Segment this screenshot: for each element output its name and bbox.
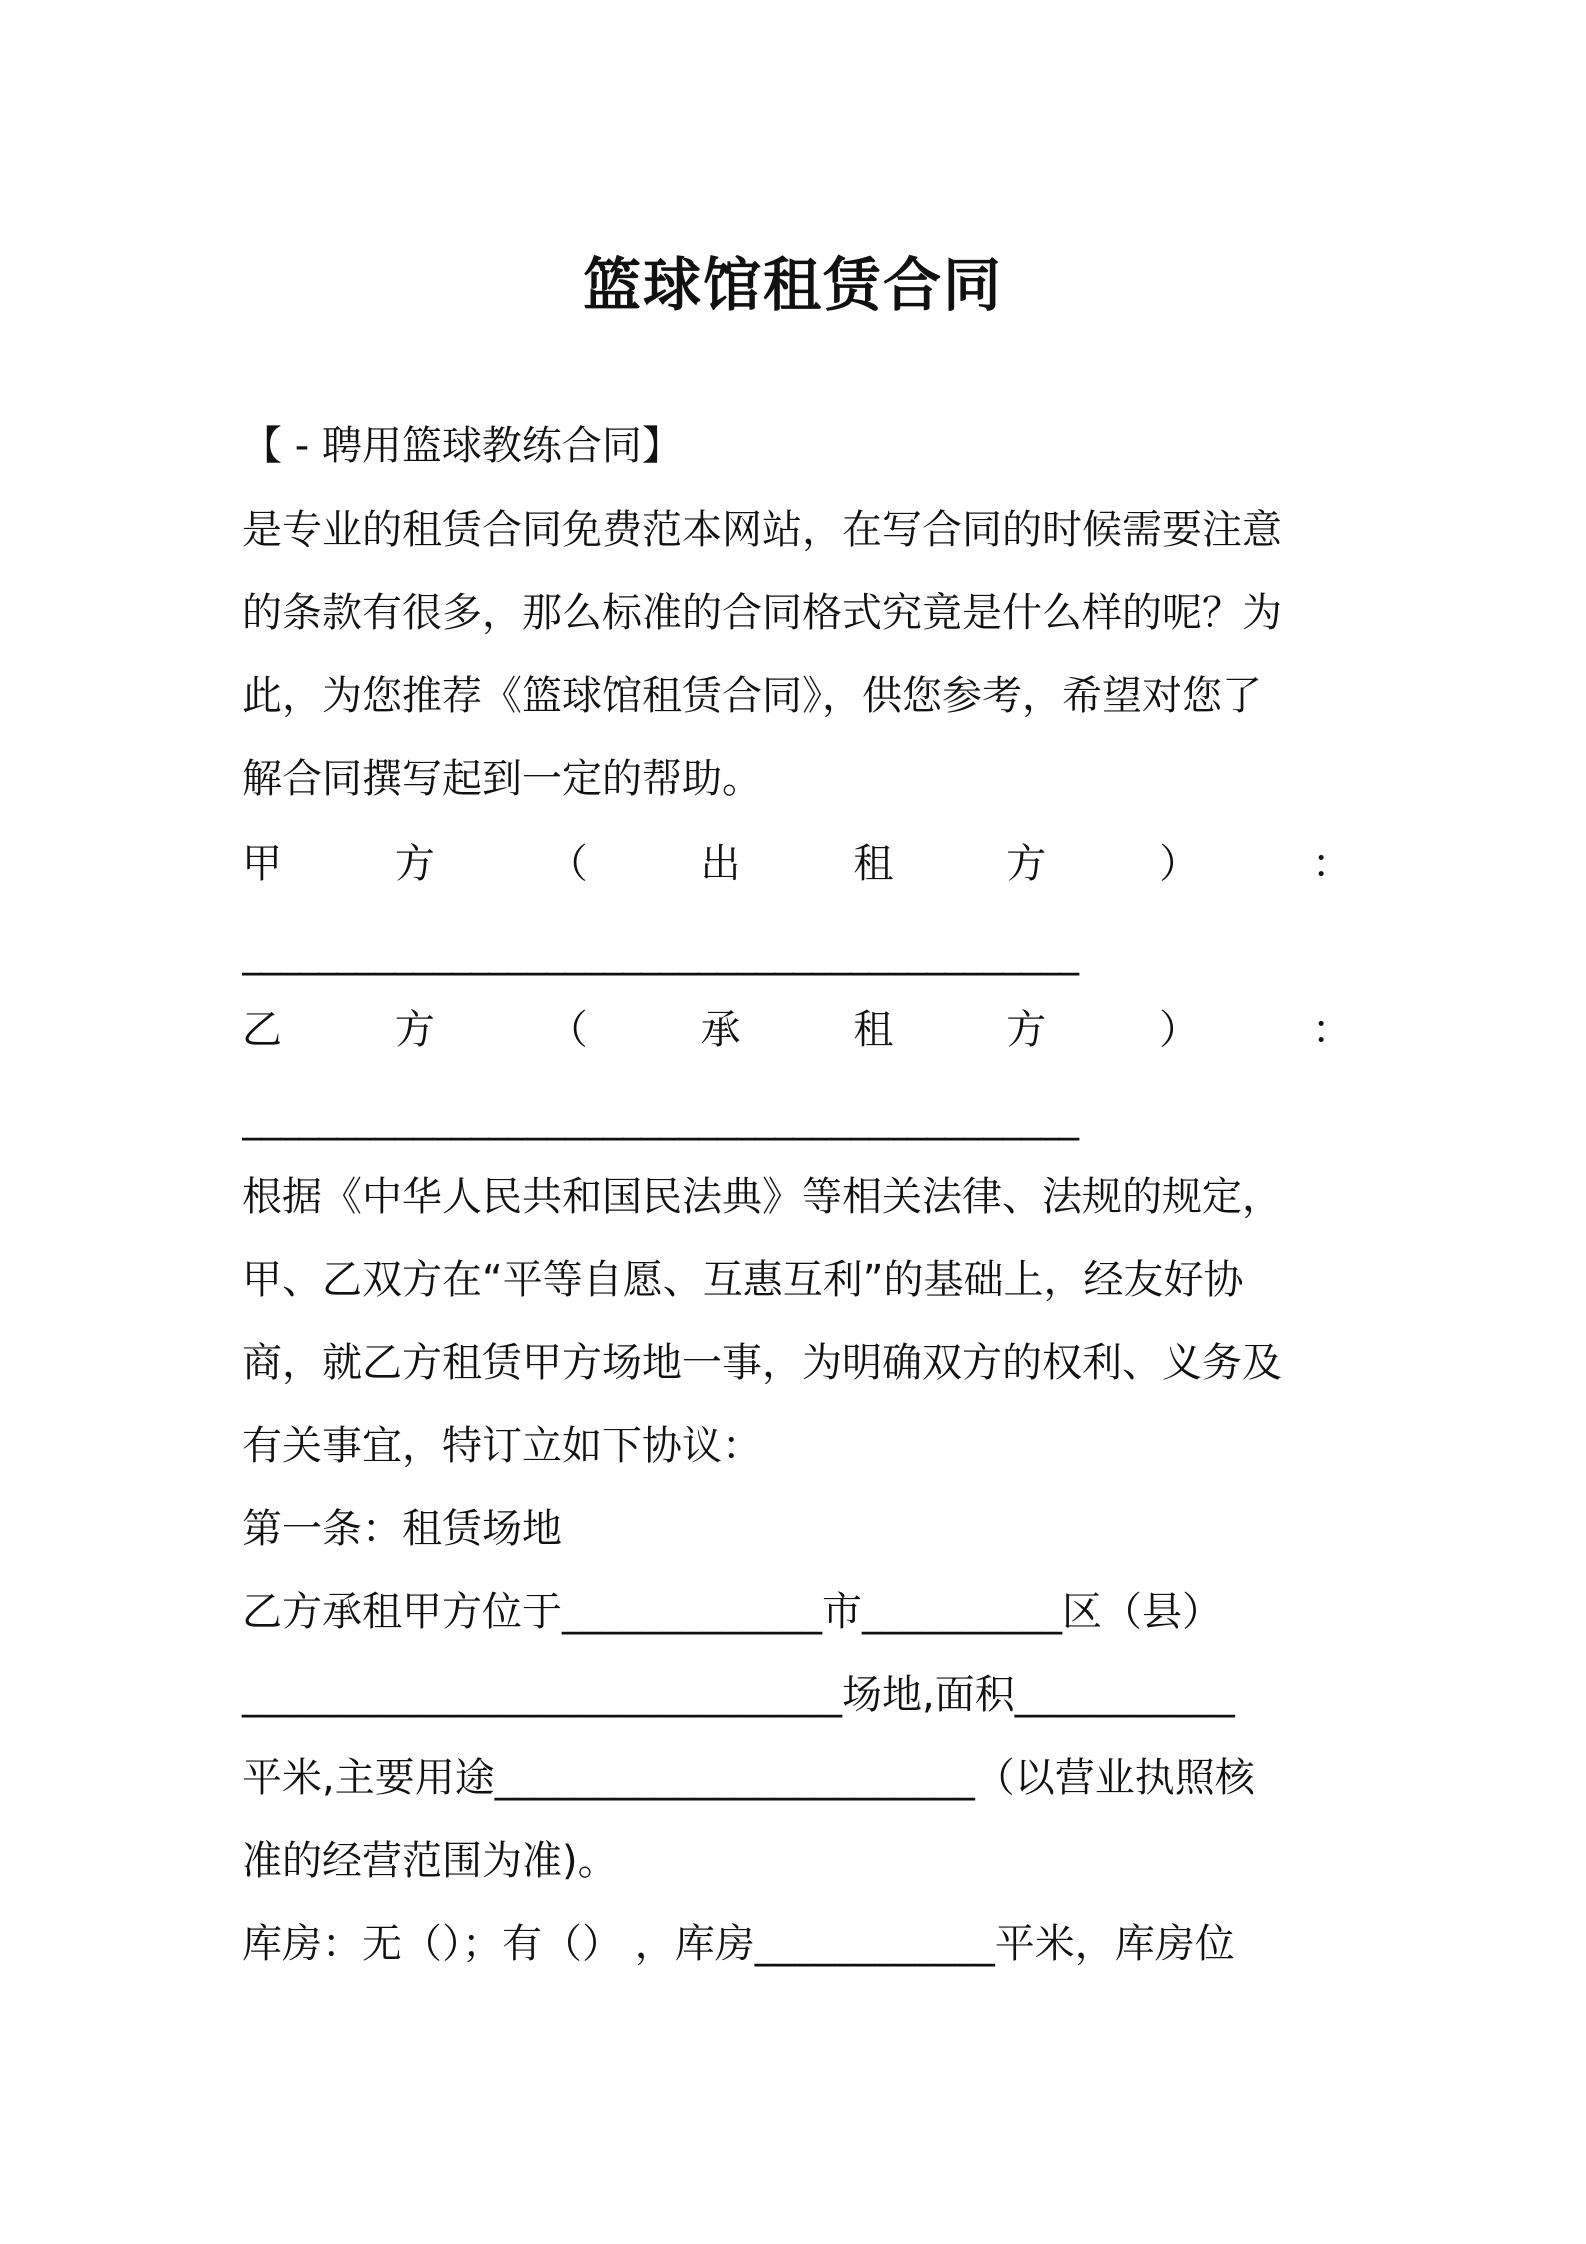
article-1-line-2: ______________________________场地,面积___________ — [242, 1672, 1235, 1718]
party-b-char: 方 — [394, 1007, 435, 1053]
party-a-char: 甲 — [242, 841, 282, 887]
party-b-blank: ____________________________________________ — [242, 1095, 1078, 1141]
basis-line-2: 甲、乙双方在“平等自愿、互惠互利”的基础上，经友好协 — [242, 1257, 1244, 1303]
article-1-line-4: 准的经营范围为准)。 — [242, 1838, 618, 1884]
party-a-char: 方 — [394, 841, 435, 887]
party-a-blank: ____________________________________________ — [242, 930, 1078, 976]
party-a-char: （ — [547, 841, 588, 887]
party-a-char: 出 — [700, 841, 741, 887]
party-b-char: 承 — [700, 1007, 741, 1053]
basis-line-3: 商，就乙方租赁甲方场地一事，为明确双方的权利、义务及 — [242, 1340, 1282, 1386]
intro-line-3: 此，为您推荐《篮球馆租赁合同》，供您参考，希望对您了 — [242, 673, 1262, 719]
party-b-char: 乙 — [242, 1007, 282, 1053]
basis-line-4: 有关事宜，特订立如下协议： — [242, 1423, 762, 1469]
intro-line-4: 解合同撰写起到一定的帮助。 — [242, 756, 762, 802]
party-b-label — [242, 1002, 1352, 1058]
party-b-char: ： — [1311, 1007, 1352, 1053]
intro-line-2: 的条款有很多，那么标准的合同格式究竟是什么样的呢？为 — [242, 590, 1282, 636]
intro-line-1: 是专业的租赁合同免费范本网站，在写合同的时候需要注意 — [242, 507, 1282, 553]
article-1-heading: 第一条：租赁场地 — [242, 1506, 562, 1552]
article-1-line-1: 乙方承租甲方位于_____________市__________区（县） — [242, 1589, 1222, 1635]
party-a-char: 方 — [1006, 841, 1047, 887]
party-a-char: ） — [1159, 841, 1200, 887]
basis-line-1: 根据《中华人民共和国民法典》等相关法律、法规的规定， — [242, 1174, 1282, 1220]
article-1-line-3: 平米,主要用途________________________（以营业执照核 — [242, 1755, 1255, 1801]
party-b-char: 租 — [853, 1007, 894, 1053]
party-b-char: ） — [1159, 1007, 1200, 1053]
party-b-char: （ — [547, 1007, 588, 1053]
subtitle: 【 - 聘用篮球教练合同】 — [242, 423, 682, 469]
party-a-char: 租 — [853, 841, 894, 887]
party-a-char: ： — [1311, 841, 1352, 887]
party-a-label — [242, 836, 1352, 892]
document-title: 篮球馆租赁合同 — [582, 251, 1003, 319]
party-b-char: 方 — [1006, 1007, 1047, 1053]
article-1-line-5: 库房：无（）；有（） ，库房____________平米，库房位 — [242, 1921, 1235, 1967]
